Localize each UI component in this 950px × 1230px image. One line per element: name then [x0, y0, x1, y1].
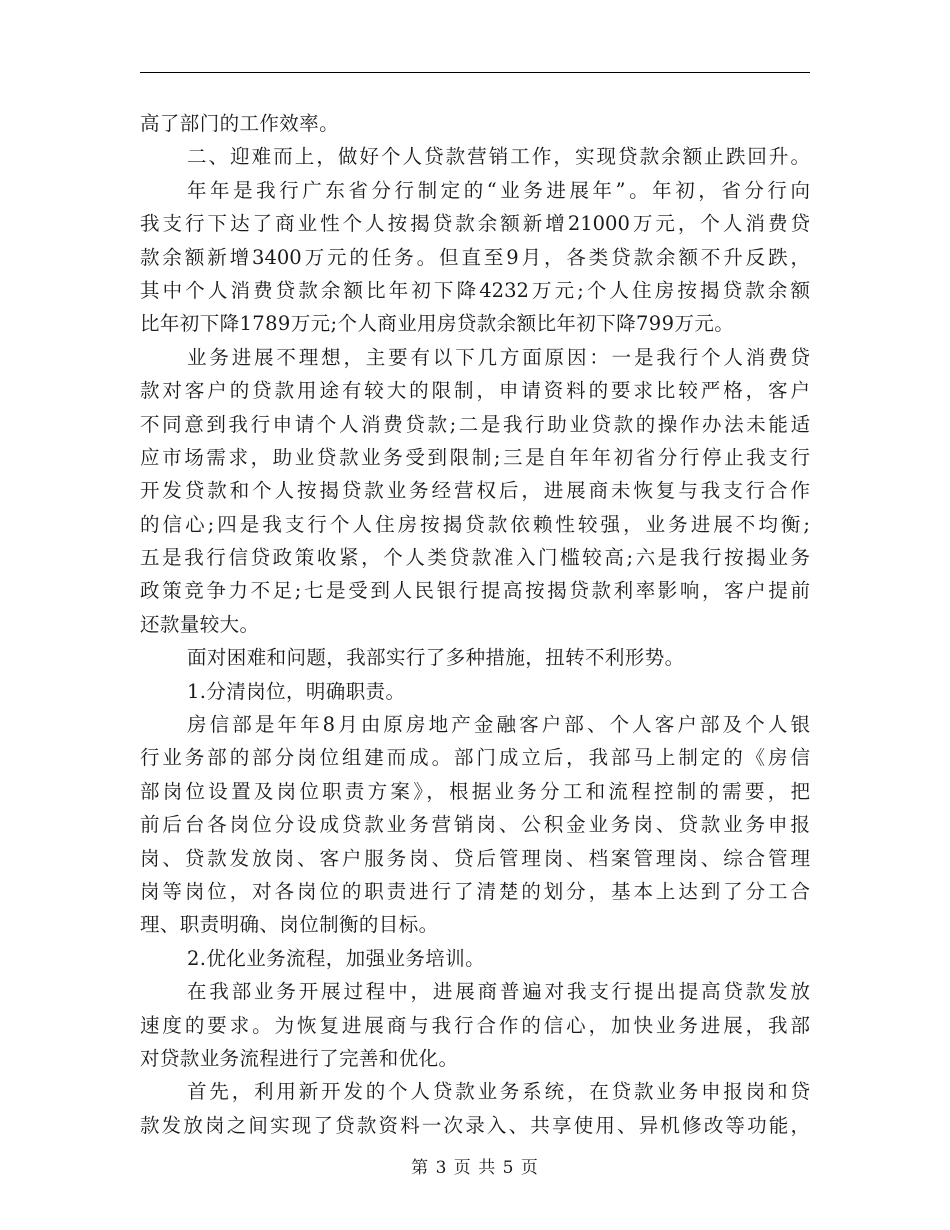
document-body — [140, 107, 810, 1142]
text-line: 其中个人消费贷款余额比年初下降4232万元;个人住房按揭贷款余额 — [140, 278, 810, 302]
text-line: 开发贷款和个人按揭贷款业务经营权后，进展商未恢复与我支行合作 — [140, 479, 810, 503]
text-line: 业务进展不理想，主要有以下几方面原因：一是我行个人消费贷 — [187, 345, 810, 369]
text-line: 理、职责明确、岗位制衡的目标。 — [140, 913, 439, 937]
text-line: 五是我行信贷政策收紧，个人类贷款准入门槛较高;六是我行按揭业务 — [140, 546, 810, 570]
text-line: 政策竞争力不足;七是受到人民银行提高按揭贷款利率影响，客户提前 — [140, 579, 810, 603]
text-line: 速度的要求。为恢复进展商与我行合作的信心，加快业务进展，我部 — [140, 1013, 810, 1037]
page-footer: 第 3 页 共 5 页 — [411, 1158, 539, 1178]
header-rule — [140, 72, 810, 73]
text-line: 房信部是年年8月由原房地产金融客户部、个人客户部及个人银 — [187, 713, 810, 737]
text-line: 岗等岗位，对各岗位的职责进行了清楚的划分，基本上达到了分工合 — [140, 879, 810, 903]
text-line: 比年初下降1789万元;个人商业用房贷款余额比年初下降799万元。 — [140, 312, 735, 336]
text-line: 应市场需求，助业贷款业务受到限制;三是自年年初省分行停止我支行 — [140, 445, 810, 469]
text-line: 行业务部的部分岗位组建而成。部门成立后，我部马上制定的《房信 — [140, 746, 810, 770]
text-line: 年年是我行广东省分行制定的“业务进展年”。年初，省分行向 — [187, 178, 810, 202]
text-line: 我支行下达了商业性个人按揭贷款余额新增21000万元，个人消费贷 — [140, 212, 810, 236]
text-line: 二、迎难而上，做好个人贷款营销工作，实现贷款余额止跌回升。 — [187, 145, 810, 169]
text-line: 面对困难和问题，我部实行了多种措施，扭转不利形势。 — [187, 646, 685, 670]
text-line: 还款量较大。 — [140, 612, 260, 636]
text-line: 2.优化业务流程，加强业务培训。 — [187, 946, 486, 970]
text-line: 高了部门的工作效率。 — [140, 112, 340, 135]
text-line: 前后台各岗位分设成贷款业务营销岗、公积金业务岗、贷款业务申报 — [140, 813, 810, 837]
text-line: 款对客户的贷款用途有较大的限制，申请资料的要求比较严格，客户 — [140, 379, 810, 403]
text-line: 款余额新增3400万元的任务。但直至9月，各类贷款余额不升反跌， — [140, 245, 810, 269]
text-line: 在我部业务开展过程中，进展商普遍对我支行提出提高贷款发放 — [187, 980, 810, 1004]
text-line: 款发放岗之间实现了贷款资料一次录入、共享使用、异机修改等功能， — [140, 1113, 810, 1137]
text-line: 首先，利用新开发的个人贷款业务系统，在贷款业务申报岗和贷 — [187, 1080, 810, 1104]
text-line: 不同意到我行申请个人消费贷款;二是我行助业贷款的操作办法未能适 — [140, 412, 810, 436]
text-line: 的信心;四是我支行个人住房按揭贷款依赖性较强，业务进展不均衡; — [140, 512, 810, 536]
text-line: 岗、贷款发放岗、客户服务岗、贷后管理岗、档案管理岗、综合管理 — [140, 846, 810, 870]
text-line: 1.分清岗位，明确职责。 — [187, 679, 406, 703]
text-line: 部岗位设置及岗位职责方案》，根据业务分工和流程控制的需要，把 — [140, 779, 810, 803]
text-line: 对贷款业务流程进行了完善和优化。 — [140, 1046, 459, 1070]
